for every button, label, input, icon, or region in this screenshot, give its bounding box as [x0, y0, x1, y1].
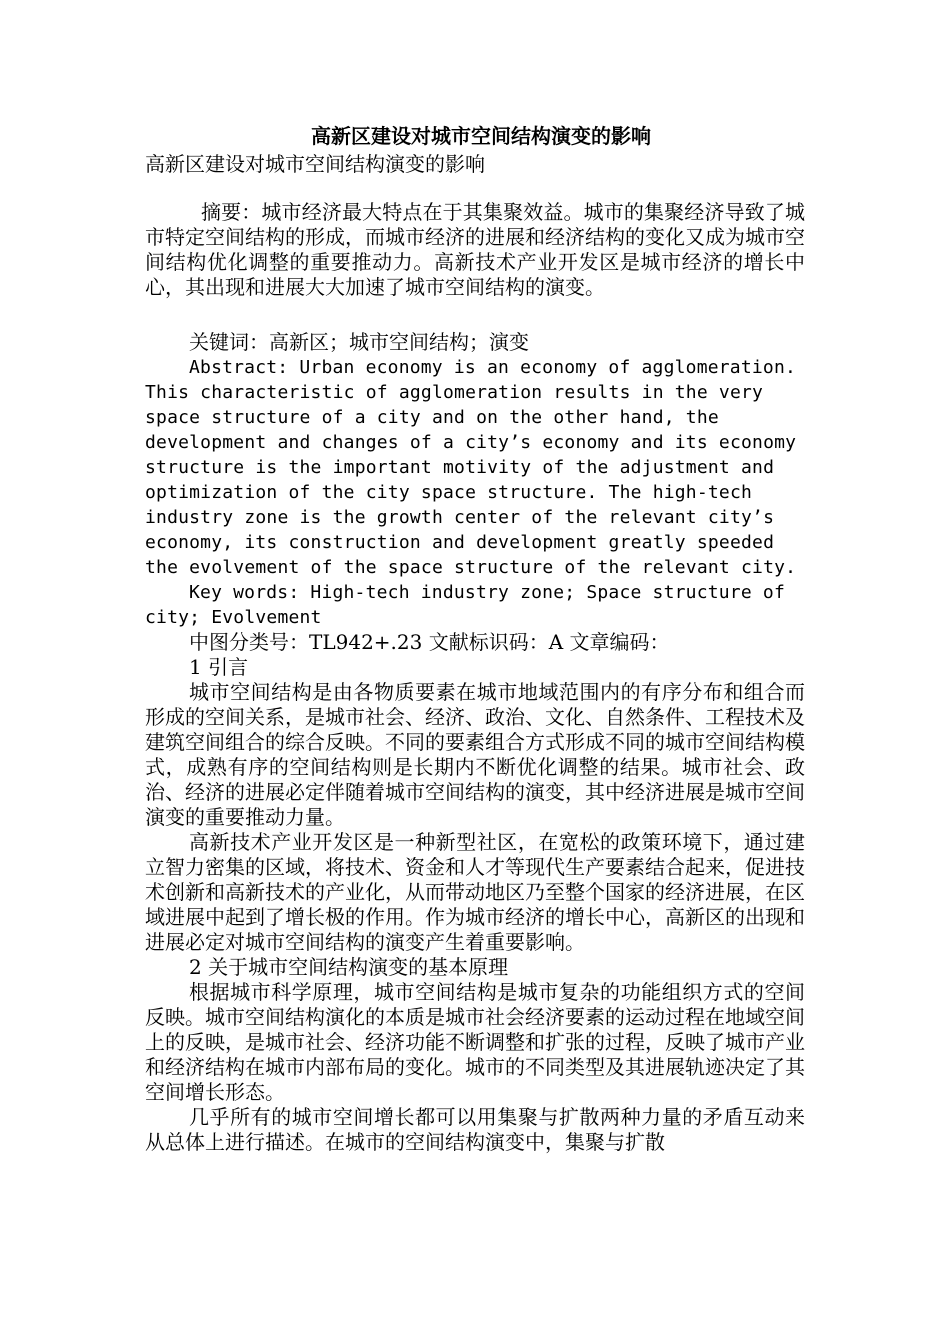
section-1-heading: 1 引言 — [189, 655, 249, 679]
document-page — [145, 122, 805, 1155]
section-2-paragraph-2: 几乎所有的城市空间增长都可以用集聚与扩散两种力量的矛盾互动来从总体上进行描述。在城市的空间结构演变中，集聚与扩散 — [145, 1105, 805, 1154]
section-2-paragraph-1: 根据城市科学原理，城市空间结构是城市复杂的功能组织方式的空间反映。城市空间结构演化的本质是城市社会经济要素的运动过程在地域空间上的反映，是城市社会、经济功能不断调整和扩张的过程，反映了城市产业和经济结构在城市内部布局的变化。城市的不同类型及其进展轨迹决定了其空间增长形态。 — [145, 980, 805, 1104]
section-1-paragraph-1: 城市空间结构是由各物质要素在城市地域范围内的有序分布和组合而形成的空间关系，是城市社会、经济、政治、文化、自然条件、工程技术及建筑空间组合的综合反映。不同的要素组合方式形成不同的城市空间结构模式，成熟有序的空间结构则是长期内不断优化调整的结果。城市社会、政治、经济的进展必定伴随着城市空间结构的演变，其中经济进展是城市空间演变的重要推动力量。 — [145, 680, 805, 829]
abstract-zh: 摘要：城市经济最大特点在于其集聚效益。城市的集聚经济导致了城市特定空间结构的形成，而城市经济的进展和经济结构的变化又成为城市空间结构优化调整的重要推动力。高新技术产业开发区是城市经济的增长中心，其出现和进展大大加速了城市空间结构的演变。 — [145, 200, 805, 299]
document-subtitle: 高新区建设对城市空间结构演变的影响 — [145, 152, 485, 176]
abstract-en: Abstract: Urban economy is an economy of agglomeration. This characteristic of agglomeration results in the very space structure of a city and on the other hand, the development and changes of a city’s economy and its economy structure is the important motivity of the adjustment and optimization of the city space structure. The high-tech industry zone is the growth center of the relevant city’s economy, its construction and development greatly speeded the evolvement of the space structure of the relevant city. — [145, 357, 797, 578]
document-title: 高新区建设对城市空间结构演变的影响 — [311, 124, 651, 148]
keywords-en: Key words: High-tech industry zone; Space structure of city; Evolvement — [145, 582, 785, 628]
section-1-paragraph-2: 高新技术产业开发区是一种新型社区，在宽松的政策环境下，通过建立智力密集的区域，将技术、资金和人才等现代生产要素结合起来，促进技术创新和高新技术的产业化，从而带动地区乃至整个国家的经济进展，在区域进展中起到了增长极的作用。作为城市经济的增长中心，高新区的出现和进展必定对城市空间结构的演变产生着重要影响。 — [145, 830, 805, 954]
keywords-zh: 关键词：高新区；城市空间结构；演变 — [189, 330, 529, 354]
section-2-heading: 2 关于城市空间结构演变的基本原理 — [189, 955, 509, 979]
classification-line: 中图分类号：TL942+.23 文献标识码：A 文章编码： — [189, 630, 670, 654]
